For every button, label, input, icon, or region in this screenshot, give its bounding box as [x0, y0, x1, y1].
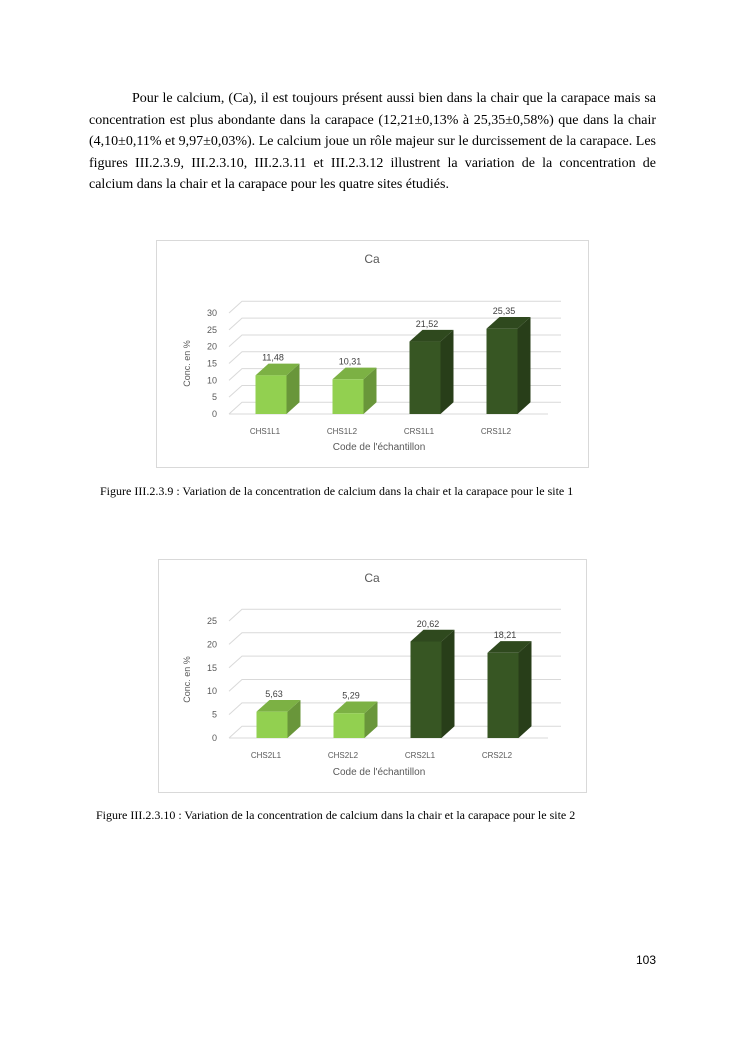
bar	[333, 379, 364, 414]
y-tick-label: 15	[206, 662, 217, 673]
body-paragraph: Pour le calcium, (Ca), il est toujours présent aussi bien dans la chair que la carapace mais sa concentration est plus abondante dans la carapace (12,21±0,13% à 25,35±0,58%) que dans la chair (4,10±0,11% et 9,97±0,03%). Le calcium joue un rôle majeur sur le durcissement de la carapace. Les figures III.2.3.9, III.2.3.10, III.2.3.11 et III.2.3.12 illustrent la variation de la concentration de calcium dans la chair et la carapace pour les quatre sites étudiés.	[89, 91, 656, 193]
gridline	[229, 609, 561, 621]
x-axis-label: Code de l'échantillon	[332, 442, 426, 453]
bar	[256, 375, 287, 414]
y-tick-label: 10	[206, 686, 217, 697]
chart-title: Ca	[364, 571, 380, 585]
y-tick-label: 5	[211, 392, 217, 403]
y-tick-label: 20	[206, 639, 217, 650]
x-tick-label: CHS2L2	[327, 751, 359, 760]
y-axis-label: Conc. en %	[182, 656, 192, 703]
y-tick-label: 25	[206, 616, 217, 626]
y-tick-label: 5	[211, 709, 217, 720]
bar	[334, 713, 365, 738]
chart-svg-site1	[157, 241, 588, 467]
x-tick-label: CRS2L2	[481, 751, 513, 760]
x-tick-label: CHS2L1	[250, 751, 282, 760]
bar	[410, 342, 441, 414]
bar-side	[519, 641, 532, 738]
figure-chart-site2	[158, 559, 587, 793]
bar-side	[441, 330, 454, 414]
x-tick-label: CRS1L1	[403, 427, 435, 436]
data-label: 25,35	[492, 305, 516, 316]
x-tick-label: CHS1L2	[326, 427, 358, 436]
x-tick-label: CRS1L2	[480, 427, 512, 436]
figure-caption-site1: Figure III.2.3.9 : Variation de la concentration de calcium dans la chair et la carapace pour le site 1	[100, 484, 574, 498]
y-tick-label: 0	[211, 733, 217, 743]
bar	[488, 653, 519, 738]
data-label: 20,62	[416, 618, 440, 629]
data-label: 10,31	[338, 356, 362, 367]
page-number: 103	[636, 953, 657, 967]
y-tick-label: 25	[206, 324, 217, 335]
y-tick-label: 15	[206, 358, 217, 369]
data-label: 11,48	[262, 352, 284, 363]
y-tick-label: 10	[206, 375, 217, 386]
x-axis-label: Code de l'échantillon	[332, 767, 426, 778]
x-tick-label: CRS2L1	[404, 751, 436, 760]
bar-side	[518, 317, 531, 414]
chart-title: Ca	[364, 252, 380, 266]
y-tick-label: 20	[206, 341, 217, 352]
chart-svg-site2	[159, 560, 586, 792]
y-axis-label: Conc. en %	[182, 340, 192, 387]
data-label: 21,52	[415, 318, 439, 329]
data-label: 5,29	[342, 690, 360, 701]
figure-caption-site2: Figure III.2.3.10 : Variation de la concentration de calcium dans la chair et la carapace pour le site 2	[96, 808, 576, 822]
bar	[257, 712, 288, 738]
bar	[411, 641, 442, 738]
figure-chart-site1	[156, 240, 589, 468]
data-label: 5,63	[265, 688, 283, 699]
data-label: 18,21	[493, 630, 517, 641]
bar	[487, 329, 518, 414]
y-tick-label: 30	[206, 308, 217, 318]
x-tick-label: CHS1L1	[249, 427, 281, 436]
bar-side	[442, 630, 455, 738]
y-tick-label: 0	[211, 409, 217, 419]
